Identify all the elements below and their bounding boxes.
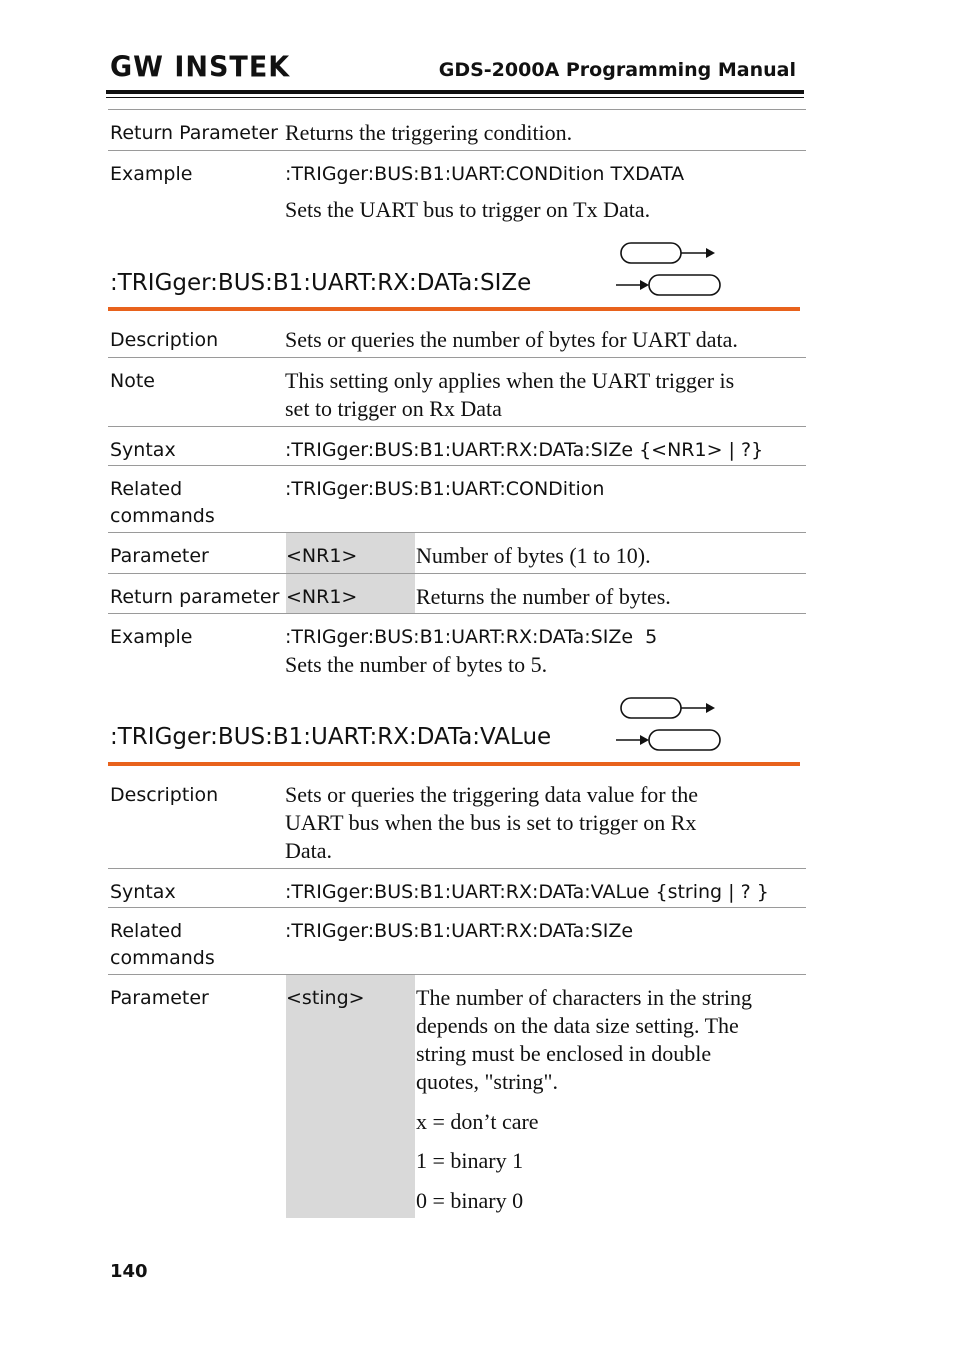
header-rule-thin bbox=[106, 97, 804, 98]
related-label-2: commands bbox=[110, 505, 215, 527]
note-line-1: This setting only applies when the UART trigger is bbox=[285, 368, 735, 393]
gw-instek-logo: GW INSTEK bbox=[110, 51, 291, 84]
section-rule bbox=[108, 762, 800, 766]
syntax-label: Syntax bbox=[110, 881, 176, 903]
section-title-size: :TRIGger:BUS:B1:UART:RX:DATa:SIZe bbox=[110, 270, 532, 296]
example-command: :TRIGger:BUS:B1:UART:CONDition TXDATA bbox=[285, 163, 685, 185]
section-title-value: :TRIGger:BUS:B1:UART:RX:DATa:VALue bbox=[110, 724, 552, 750]
parameter-line-2: depends on the data size setting. The bbox=[416, 1013, 739, 1038]
syntax-label: Syntax bbox=[110, 439, 176, 461]
set-icon bbox=[621, 698, 715, 718]
divider bbox=[108, 613, 806, 614]
set-icon bbox=[621, 243, 715, 263]
manual-title: GDS-2000A Programming Manual bbox=[438, 59, 796, 81]
related-command: :TRIGger:BUS:B1:UART:RX:DATa:SIZe bbox=[285, 920, 634, 942]
related-command: :TRIGger:BUS:B1:UART:CONDition bbox=[285, 478, 605, 500]
set-query-icon bbox=[614, 240, 724, 298]
divider bbox=[108, 868, 806, 869]
example-label: Example bbox=[110, 626, 193, 648]
return-parameter-description: Returns the number of bytes. bbox=[416, 584, 671, 609]
parameter-name: <NR1> bbox=[286, 545, 358, 567]
parameter-name: <sting> bbox=[286, 987, 365, 1009]
divider bbox=[108, 907, 806, 908]
note-label: Note bbox=[110, 370, 155, 392]
divider bbox=[108, 109, 806, 110]
return-parameter-label: Return parameter bbox=[110, 586, 280, 608]
description-line-1: Sets or queries the triggering data value for the bbox=[285, 782, 698, 807]
parameter-label: Parameter bbox=[110, 987, 209, 1009]
divider bbox=[108, 974, 806, 975]
description-label: Description bbox=[110, 784, 219, 806]
query-icon bbox=[616, 730, 720, 750]
parameter-label: Parameter bbox=[110, 545, 209, 567]
return-parameter-label: Return Parameter bbox=[110, 122, 278, 144]
binary-zero-value: 0 = binary 0 bbox=[416, 1188, 524, 1213]
parameter-line-1: The number of characters in the string bbox=[416, 985, 752, 1010]
dont-care-value: x = don’t care bbox=[416, 1109, 539, 1134]
example-text: Sets the number of bytes to 5. bbox=[285, 652, 548, 677]
syntax-text: :TRIGger:BUS:B1:UART:RX:DATa:SIZe {<NR1> | ?} bbox=[285, 439, 764, 461]
note-line-2: set to trigger on Rx Data bbox=[285, 396, 502, 421]
syntax-text: :TRIGger:BUS:B1:UART:RX:DATa:VALue {string | ? } bbox=[285, 881, 769, 903]
example-command: :TRIGger:BUS:B1:UART:RX:DATa:SIZe 5 bbox=[285, 626, 658, 648]
example-label: Example bbox=[110, 163, 193, 185]
divider bbox=[108, 426, 806, 427]
description-line-3: Data. bbox=[285, 838, 333, 863]
binary-one-value: 1 = binary 1 bbox=[416, 1148, 524, 1173]
related-label: Related bbox=[110, 478, 183, 500]
parameter-line-3: string must be enclosed in double bbox=[416, 1041, 712, 1066]
query-icon bbox=[616, 275, 720, 295]
description-label: Description bbox=[110, 329, 219, 351]
divider bbox=[108, 532, 806, 533]
set-query-icon bbox=[614, 695, 724, 753]
return-parameter-text: Returns the triggering condition. bbox=[285, 120, 573, 145]
parameter-description: Number of bytes (1 to 10). bbox=[416, 543, 651, 568]
divider bbox=[108, 465, 806, 466]
page-number: 140 bbox=[110, 1261, 148, 1282]
related-label: Related bbox=[110, 920, 183, 942]
section-rule bbox=[108, 307, 800, 311]
divider bbox=[108, 150, 806, 151]
header-rule bbox=[106, 90, 804, 94]
parameter-line-4: quotes, "string". bbox=[416, 1069, 559, 1094]
example-text: Sets the UART bus to trigger on Tx Data. bbox=[285, 197, 651, 222]
return-parameter-name: <NR1> bbox=[286, 586, 358, 608]
description-text: Sets or queries the number of bytes for UART data. bbox=[285, 327, 738, 352]
divider bbox=[108, 357, 806, 358]
related-label-2: commands bbox=[110, 947, 215, 969]
divider bbox=[108, 573, 806, 574]
description-line-2: UART bus when the bus is set to trigger on Rx bbox=[285, 810, 697, 835]
